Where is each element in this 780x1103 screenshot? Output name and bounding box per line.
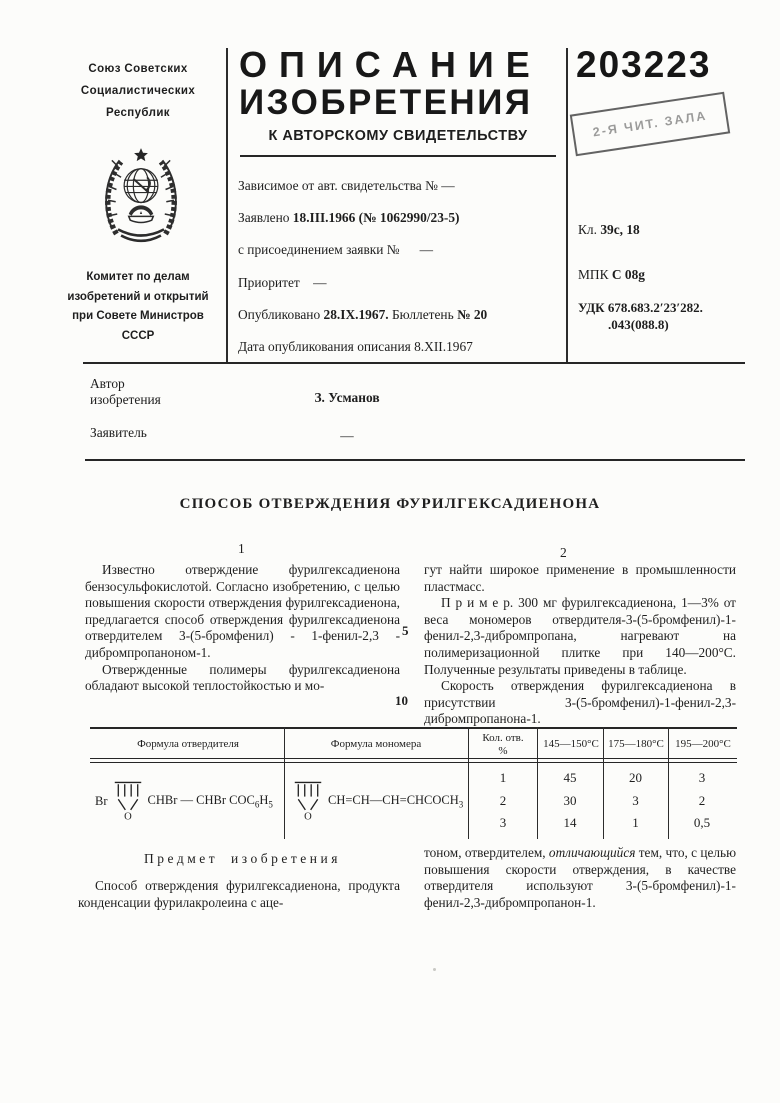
class-code <box>578 222 640 238</box>
table-cell: 30 <box>563 792 577 808</box>
patent-number: 203223 <box>576 44 712 85</box>
table-cell: 45 <box>563 770 577 785</box>
union-line: Союз Советских <box>88 63 188 75</box>
claims-text: тоном, отвердителем, <box>424 845 549 860</box>
issuer-union-name <box>48 58 228 124</box>
claims-italic-term: отличающийся <box>548 845 636 860</box>
header-left-divider <box>226 48 228 363</box>
star-icon <box>134 148 148 161</box>
filing-row-joined-application <box>238 234 560 266</box>
mpk-code <box>578 267 645 283</box>
body-paragraph: Скорость отверждения фурилгексадиенона в присутствии 3-(5-бромфенил)-1-фенил-2,3-дибромпропанона-1. <box>424 678 736 727</box>
hardener-prefix: Br <box>95 793 108 808</box>
monomer-formula <box>293 765 463 837</box>
table-cell: 1 <box>499 770 507 785</box>
chain-subscript: 5 <box>268 799 273 810</box>
filing-row-published <box>238 299 560 331</box>
claims-right-text <box>424 845 736 911</box>
line-number-10: 10 <box>395 693 408 708</box>
table-header-t145: 145—150°C <box>543 738 599 750</box>
table-col-divider <box>468 727 469 839</box>
invention-title: СПОСОБ ОТВЕРЖДЕНИЯ ФУРИЛГЕКСАДИЕНОНА <box>179 496 601 512</box>
committee-line: изобретений и открытий <box>67 290 209 303</box>
table-cell: 1 <box>632 815 639 830</box>
table-col-t195 <box>669 767 735 835</box>
filing-row-filed <box>238 202 560 234</box>
claims-left-text: Способ отверждения фурилгексадиенона, продукта конденсации фурилакролеина с аце- <box>78 878 400 910</box>
table-cell: 3 <box>499 815 507 830</box>
table-header-rule-b <box>90 762 737 763</box>
filing-row-dependent <box>238 170 560 202</box>
parties-bottom-rule <box>85 459 745 461</box>
chain-text: H <box>259 792 269 807</box>
union-line: Республик <box>106 107 170 119</box>
chain-text: CH=CH—CH=CHCOCH <box>328 792 459 807</box>
filing-label: Опубликовано <box>238 306 324 322</box>
library-stamp <box>570 92 730 157</box>
scan-artifact-speck <box>433 968 436 971</box>
chain-subscript: 3 <box>458 799 464 810</box>
table-cell: 3 <box>632 792 639 808</box>
claims-text: тем, что, с целью повышения скорости отверждения, в качестве отвердителя используют 3-(5-бромфенил)-1-фенил-2,3-дибромпропанон-1. <box>424 845 737 910</box>
filing-details <box>238 170 560 363</box>
line-number-5: 5 <box>402 623 409 638</box>
filing-row-priority <box>238 267 560 299</box>
furan-ring-icon <box>113 780 143 822</box>
hardener-chain <box>148 793 273 810</box>
body-paragraph: гут найти широкое применение в промышленности пластмасс. <box>424 562 736 594</box>
table-cell: 20 <box>629 770 642 785</box>
table-cell: 0,5 <box>693 815 711 830</box>
published-date-value: 28.IX.1967. <box>323 306 389 322</box>
class-value: 39с, 18 <box>600 222 640 237</box>
table-top-rule <box>90 727 737 729</box>
table-header-t175: 175—180°C <box>608 738 664 750</box>
class-label: Кл. <box>578 222 601 237</box>
chain-text: CHBr — CHBr COC <box>147 792 255 807</box>
svg-text:O: O <box>123 811 132 822</box>
doc-subtitle: К АВТОРСКОМУ СВИДЕТЕЛЬСТВУ <box>268 128 528 144</box>
filing-text: Зависимое от авт. свидетельства № — <box>238 178 455 194</box>
filing-text: Приоритет — <box>238 274 327 290</box>
column-marker-2: 2 <box>560 545 567 560</box>
applicant-value: — <box>340 428 354 443</box>
udk-code-line2: .043(088.8) <box>608 317 669 332</box>
table-header-hardener-formula: Формула отвердителя <box>137 738 239 750</box>
filing-date-value: 18.III.1966 (№ 1062990/23-5) <box>292 210 460 226</box>
doc-title-line1: ОПИСАНИЕ <box>239 44 542 85</box>
body-left-column <box>85 562 400 695</box>
hardener-formula <box>95 765 282 837</box>
library-stamp-text: 2-Я ЧИТ. ЗАЛА <box>591 108 709 140</box>
body-paragraph: Отвержденные полимеры фурилгексадиенона обладают высокой теплостойкостью и мо- <box>85 661 400 694</box>
author-name: З. Усманов <box>314 390 380 405</box>
body-paragraph: П р и м е р. 300 мг фурилгексадиенона, 1—3% от веса мономеров отвердителя-3-(5-бромфенил)-1-фенил-2,3-дибромпропана, нагревают на полимеризационной плитке при 140—200°С. Полученные результаты приведены в таблице. <box>424 595 736 677</box>
chain-subscript: 6 <box>254 799 260 810</box>
column-marker-1: 1 <box>238 541 245 556</box>
table-cell: 2 <box>698 792 706 808</box>
applicant-label: Заявитель <box>90 425 147 440</box>
parties-top-rule <box>83 362 745 364</box>
committee-line: Комитет по делам <box>86 271 190 283</box>
mpk-value: С 08g <box>611 267 645 282</box>
filing-text: Бюллетень <box>388 306 458 322</box>
union-line: Социалистических <box>80 85 196 97</box>
table-col-divider <box>284 727 285 839</box>
monomer-chain <box>328 793 463 810</box>
claims-heading: Предмет изобретения <box>144 851 341 866</box>
filing-label: Заявлено <box>238 210 293 226</box>
furan-ring-icon <box>293 780 323 822</box>
table-header-monomer-formula: Формула мономера <box>330 738 422 750</box>
author-label-line1: Автор <box>90 376 125 391</box>
committee-line: СССР <box>121 329 155 342</box>
body-right-column <box>424 562 736 728</box>
udk-code-line1: УДК 678.683.2′23′282. <box>578 300 703 315</box>
bulletin-number: № 20 <box>457 306 488 322</box>
doc-title-line2: ИЗОБРЕТЕНИЯ <box>239 83 533 122</box>
filing-row-description-date <box>238 331 560 363</box>
table-header-t195: 195—200°C <box>675 738 731 750</box>
subtitle-underline <box>240 155 556 157</box>
table-col-t145 <box>538 767 602 835</box>
table-header-amount: Кол. отв. % <box>482 732 524 757</box>
mpk-label: МПК <box>578 267 612 282</box>
filing-text: с присоединением заявки № — <box>238 242 434 258</box>
table-col-amount <box>470 767 536 835</box>
table-cell: 3 <box>698 770 706 785</box>
svg-text:O: O <box>304 811 312 822</box>
filing-text: Дата опубликования описания 8.XII.1967 <box>238 339 473 355</box>
table-cell: 2 <box>499 792 507 808</box>
table-cell: 14 <box>563 815 577 830</box>
table-header-rule-a <box>90 758 737 759</box>
table-col-t175 <box>604 767 667 835</box>
committee-line: при Совете Министров <box>72 310 204 322</box>
author-label-line2: изобретения <box>90 392 161 407</box>
ussr-coat-of-arms <box>95 140 187 262</box>
body-paragraph: Известно отверждение фурилгексадиенона бензосульфокислотой. Согласно изобретению, с целью повышения скорости отверждения фурилгексадиенона, предлагается способ отверждения фурилгексадиенона отвердителем 3-(5-бромфенил) - 1-фенил-2,3 - дибромпропаноном-1. <box>85 562 400 660</box>
issuer-committee-name <box>42 268 234 346</box>
